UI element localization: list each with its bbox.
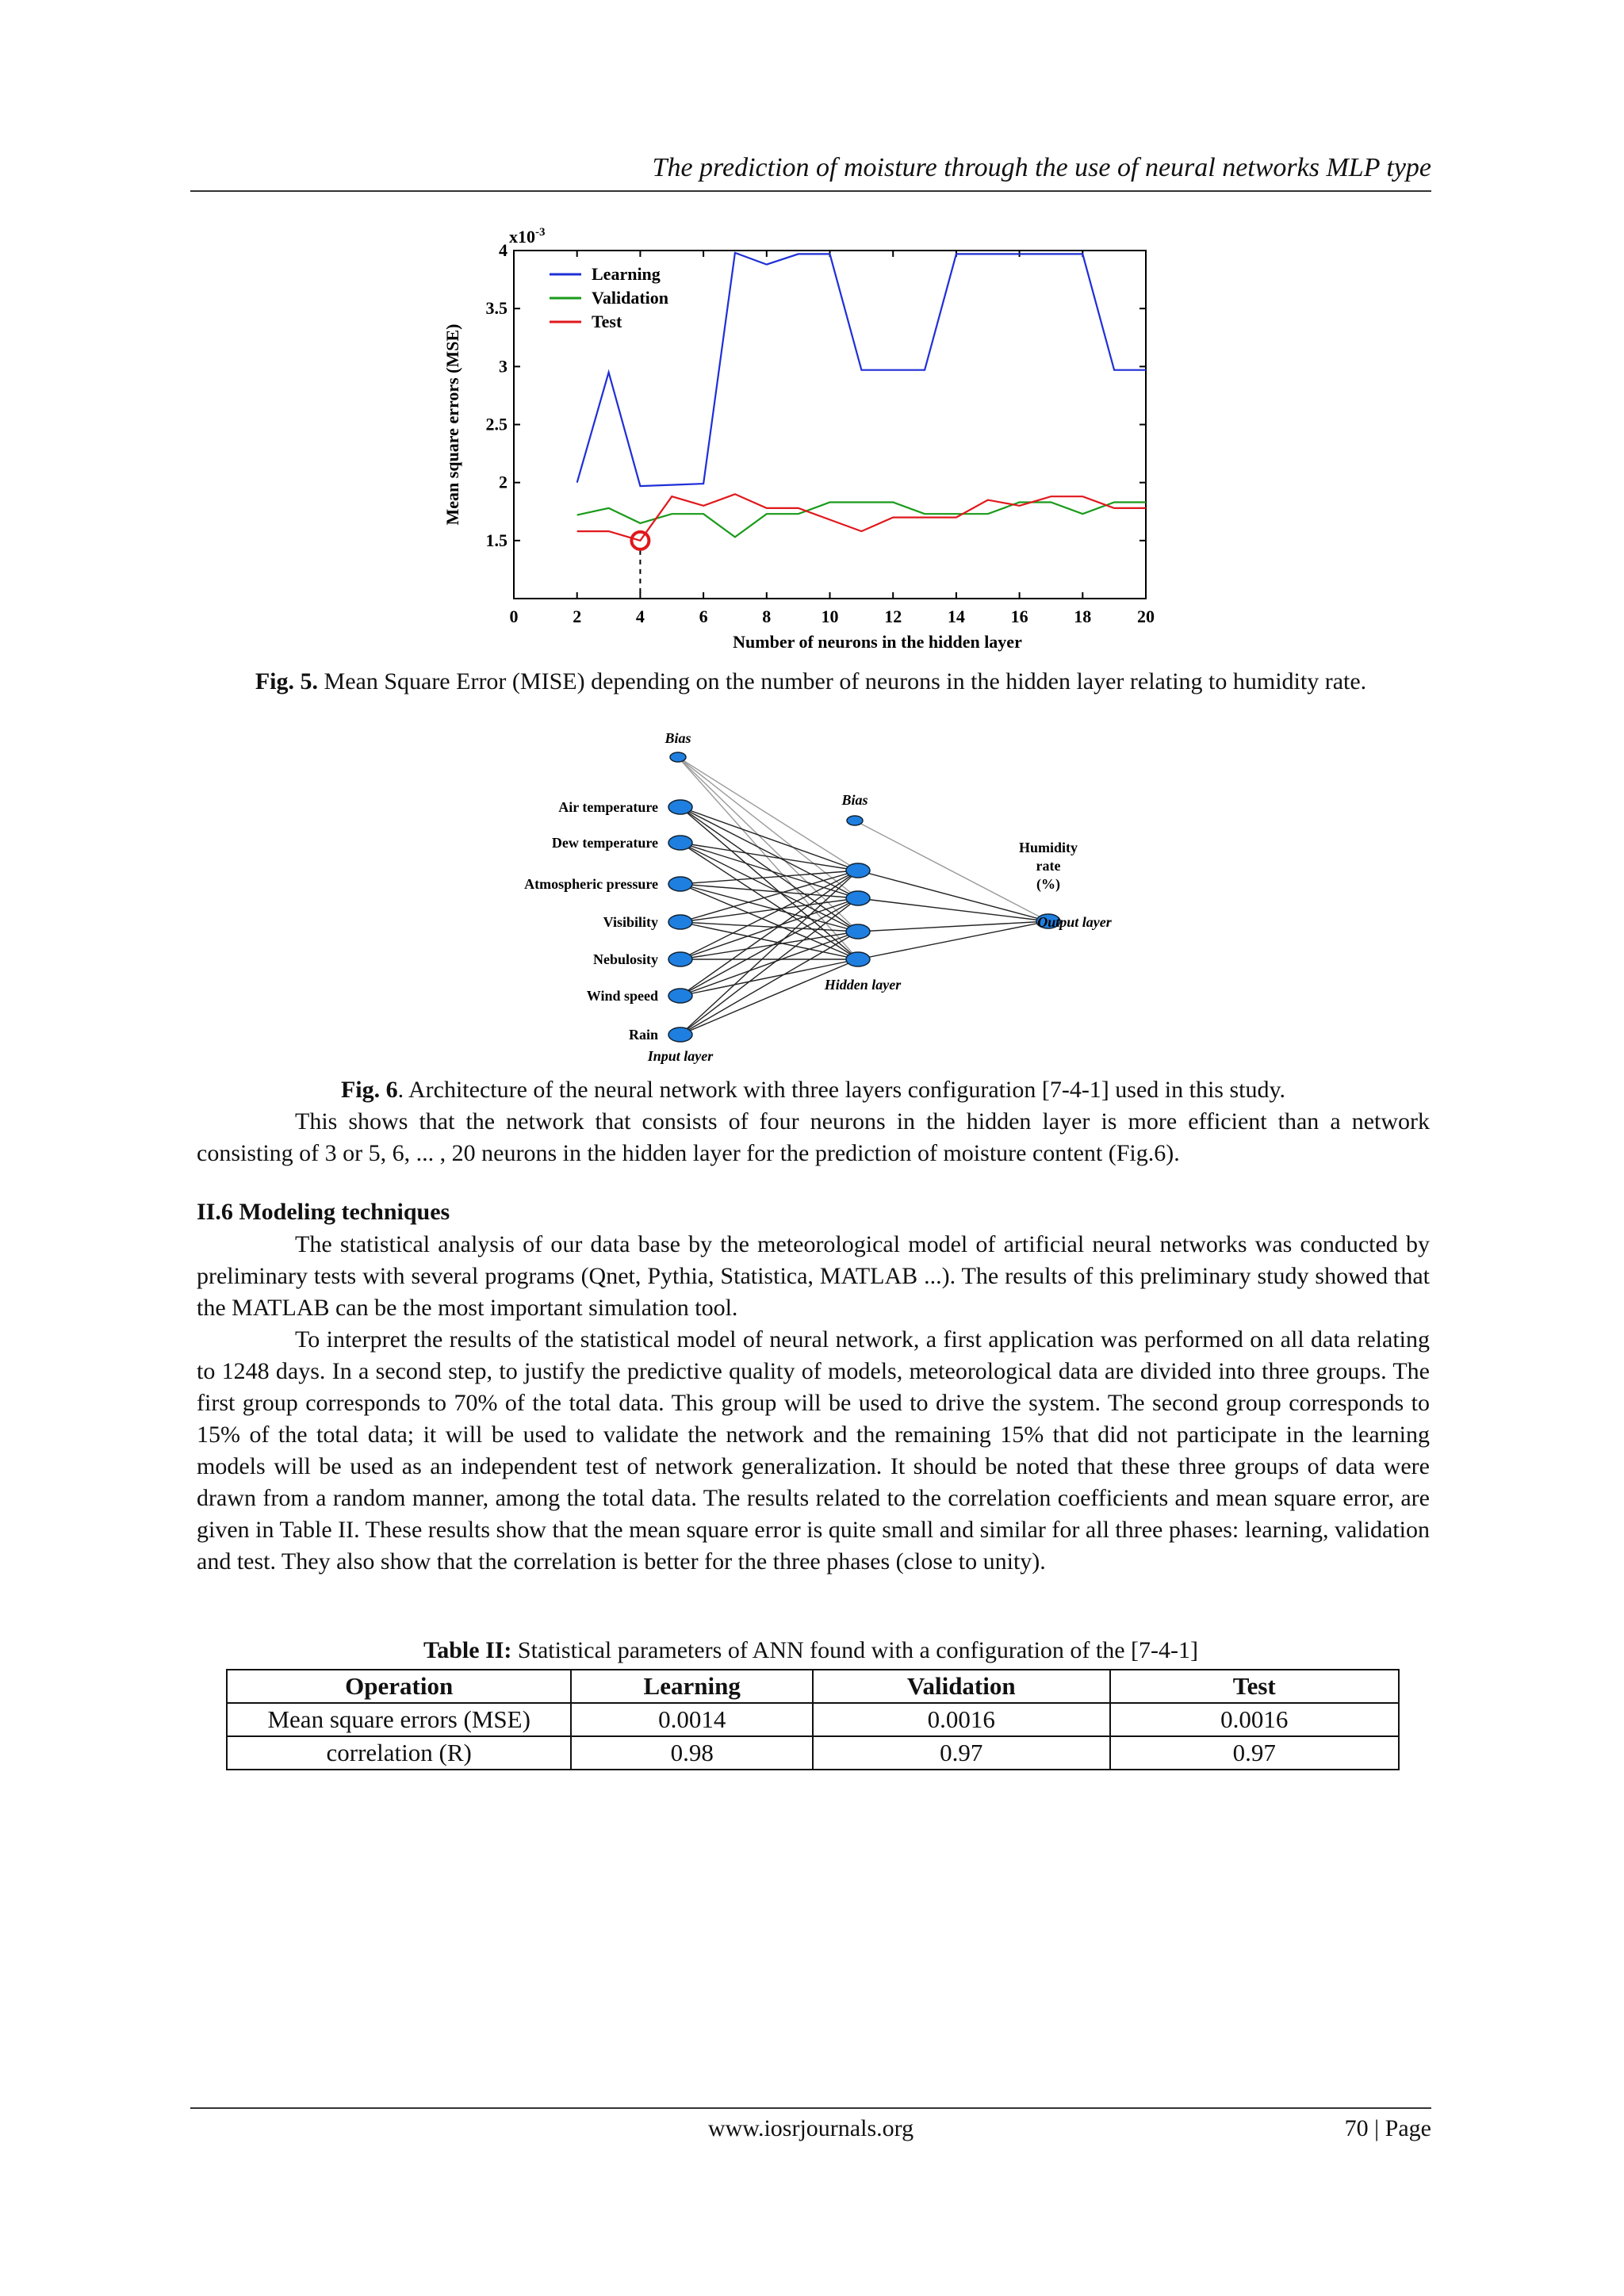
x-tick-label: 10 [821,607,839,626]
x-tick-label: 0 [509,607,519,626]
figure6-caption-label: Fig. 6 [340,1077,398,1103]
x-tick-label: 8 [762,607,772,626]
input-label: Nebulosity [592,951,658,967]
section-title: II.6 Modeling techniques [197,1199,450,1225]
table-cell: 0.97 [1110,1736,1399,1770]
x-tick-label: 2 [573,607,582,626]
input-label: Visibility [603,914,658,930]
connection-line [855,821,1048,921]
footer-rule [190,2107,1431,2109]
footer-url: www.iosrjournals.org [707,2115,914,2141]
output-label-line: (%) [1036,876,1060,892]
input-label: Atmospheric pressure [524,876,658,892]
y-exponent-label: $x10^{-3}$ [509,226,546,247]
table-header-cell: Test [1110,1670,1399,1703]
hidden-node [846,863,870,878]
y-tick-label: 4 [499,240,508,260]
input-node [668,952,692,966]
input-node [668,915,692,929]
x-tick-label: 12 [884,607,902,626]
input-node [668,800,692,814]
connection-line [680,959,858,1035]
table2-caption [190,1635,1431,1667]
figure5-caption [190,666,1431,698]
hidden-bias-node [847,816,863,825]
y-tick-label: 1.5 [485,530,508,550]
input-node [668,1027,692,1042]
connection-line [858,898,1048,921]
x-tick-label: 20 [1137,607,1155,626]
figure6-caption [197,1074,1430,1106]
figure5-caption-text: Mean Square Error (MISE) depending on the number of neurons in the hidden layer relating to humidity rate. [318,668,1367,695]
table-row [227,1703,1399,1736]
input-bias-node [670,752,686,762]
table-cell: Mean square errors (MSE) [227,1703,571,1736]
legend-label-learning: Learning [592,264,661,284]
output-label-line: rate [1036,858,1061,874]
hidden-layer-label: Hidden layer [824,977,902,993]
table-row [227,1736,1399,1770]
table-cell: 0.0016 [1110,1703,1399,1736]
table-cell: 0.97 [813,1736,1110,1770]
input-label: Rain [628,1027,658,1043]
connection-line [678,757,858,932]
y-tick-label: 3 [499,356,508,377]
x-tick-label: 18 [1074,607,1092,626]
legend-label-validation: Validation [592,288,669,308]
table-cell: 0.0014 [571,1703,813,1736]
page-number: 70 | Page [1344,2115,1431,2141]
y-tick-label: 3.5 [485,298,508,319]
y-tick-label: 2.5 [485,414,508,434]
input-label: Air temperature [558,799,658,815]
connection-line [858,871,1048,921]
connection-line [680,807,858,959]
table-header-cell: Operation [227,1670,571,1703]
input-bias-label: Bias [665,730,691,746]
input-node [668,877,692,891]
table-cell: 0.98 [571,1736,813,1770]
output-label-line: Humidity [1018,840,1078,855]
table2-caption-label: Table II: [423,1637,512,1663]
header-rule [190,190,1431,192]
table-cell: 0.0016 [813,1703,1110,1736]
running-header: The prediction of moisture through the use of neural networks MLP type [652,153,1431,182]
table-header-row [227,1670,1399,1703]
y-axis-label: Mean square errors (MSE) [442,323,462,526]
x-tick-label: 4 [635,607,645,626]
connection-line [680,807,858,871]
mse-chart [428,222,1189,666]
table-cell: correlation (R) [227,1736,571,1770]
connection-line [680,807,858,898]
x-axis-label: Number of neurons in the hidden layer [733,632,1022,652]
x-tick-label: 14 [947,607,965,626]
figure6-caption-text: . Architecture of the neural network with three layers configuration [7-4-1] used in this study. [397,1077,1286,1103]
paragraph-modeling-details: To interpret the results of the statistical model of neural network, a first application was performed on all data relating to 1248 days. In a second step, to justify the predictive quality of models, meteorological data are divided into three groups. The first group corresponds to 70% of the total data. This group will be used to drive the system. The second group corresponds to 15% of the total data; it will be used to validate the network and the remaining 15% that did not participate in the learning models will be used as an independent test of network generalization. It should be noted that these three groups of data were drawn from a random manner, among the total data. The results related to the correlation coefficients and mean square error, are given in Table II. These results show that the mean square error is quite small and similar for all three phases: learning, validation and test. They also show that the correlation is better for the three phases (close to unity). [197,1326,1430,1575]
figure5-caption-label: Fig. 5. [255,668,319,695]
hidden-node [846,952,870,966]
statistics-table [226,1669,1400,1770]
input-node [668,989,692,1003]
table2-caption-text: Statistical parameters of ANN found with a configuration of the [7-4-1] [511,1637,1199,1663]
connection-line [680,922,858,932]
table-header-cell: Learning [571,1670,813,1703]
hidden-node [846,924,870,939]
input-label: Dew temperature [551,835,658,851]
hidden-bias-label: Bias [841,792,868,808]
x-tick-label: 16 [1010,607,1028,626]
input-label: Wind speed [586,988,658,1004]
legend-label-test: Test [592,312,622,331]
paragraph-network-efficiency: This shows that the network that consists of four neurons in the hidden layer is more efficient than a network consisting of 3 or 5, 6, ... , 20 neurons in the hidden layer for the prediction of moisture content (Fig.6). [197,1108,1430,1166]
input-layer-label: Input layer [647,1048,714,1064]
output-layer-label: Output layer [1037,914,1112,930]
network-diagram [476,721,1158,1070]
paragraph-modeling-intro: The statistical analysis of our data base by the meteorological model of artificial neural networks was conducted by preliminary tests with several programs (Qnet, Pythia, Statistica, MATLAB ...). The results of this preliminary study showed that the MATLAB can be the most important simulation tool. [197,1231,1430,1321]
y-tick-label: 2 [499,472,508,492]
input-node [668,836,692,850]
hidden-node [846,891,870,905]
x-tick-label: 6 [699,607,708,626]
table-header-cell: Validation [813,1670,1110,1703]
connection-line [678,757,858,871]
